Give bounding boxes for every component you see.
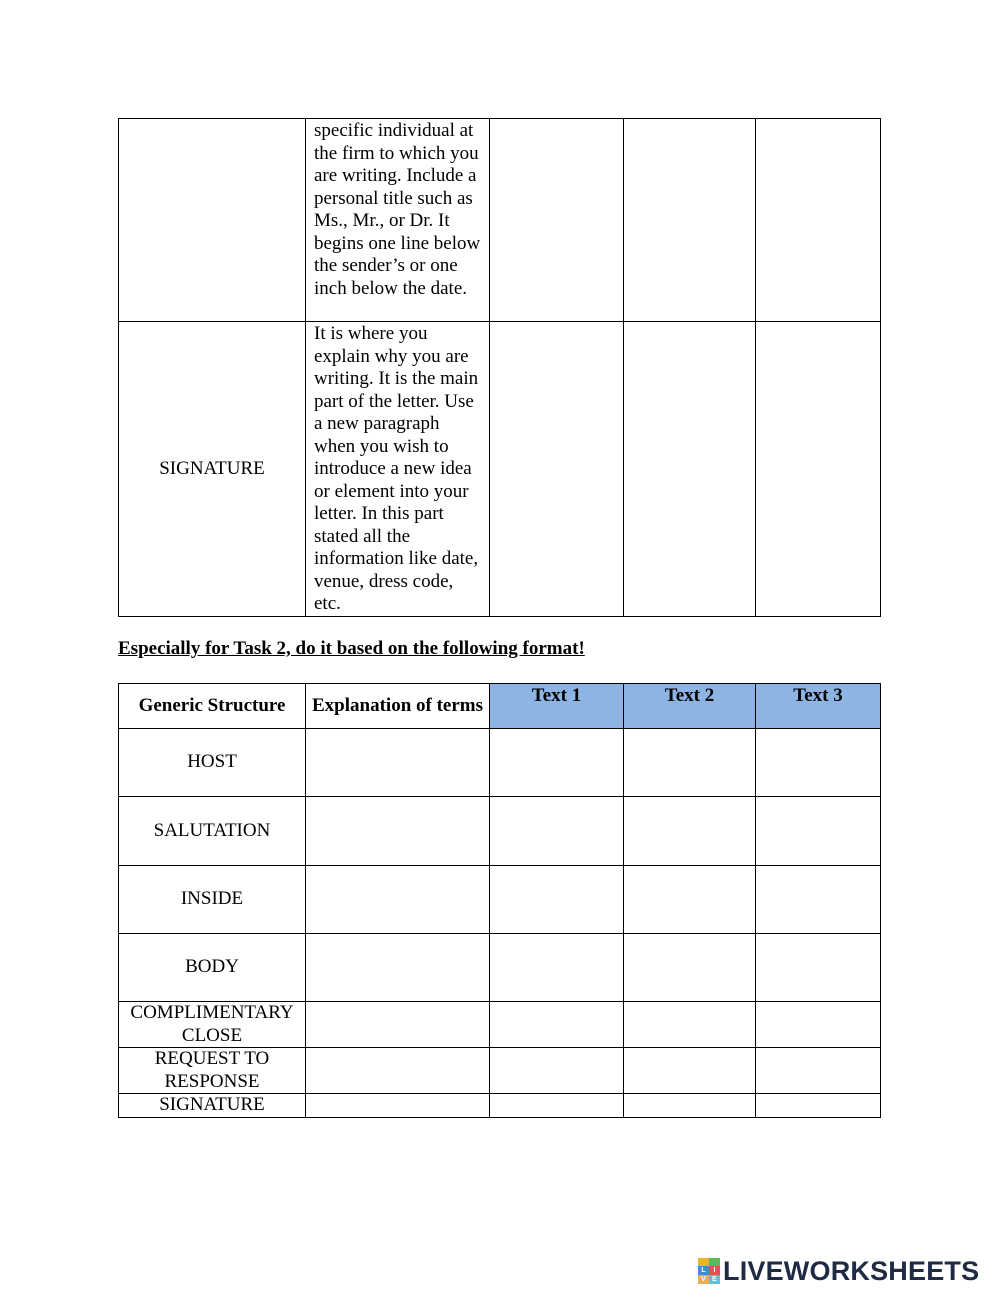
text1-answer-cell[interactable]	[490, 1094, 624, 1118]
table-row	[119, 1094, 881, 1118]
header-text-2: Text 2	[624, 684, 756, 729]
text3-answer-cell[interactable]	[756, 797, 881, 866]
explanation-answer-cell[interactable]	[306, 729, 490, 797]
task-heading: Especially for Task 2, do it based on the following format!	[118, 638, 585, 659]
text2-answer-cell[interactable]	[624, 934, 756, 1002]
format-table	[118, 683, 881, 1118]
text2-answer-cell[interactable]	[624, 1002, 756, 1048]
explanation-cell: specific individual at the firm to which you are writing. Include a personal title such as Ms., Mr., or Dr. It begins one line below the sender’s or one inch below the date.	[306, 119, 490, 322]
table-row	[119, 1002, 881, 1048]
text2-answer-cell[interactable]	[624, 322, 756, 617]
text1-answer-cell[interactable]	[490, 119, 624, 322]
structure-cell-complimentary-close: COMPLIMENTARY CLOSE	[119, 1002, 306, 1048]
liveworksheets-brand	[698, 1256, 979, 1286]
text2-answer-cell[interactable]	[624, 797, 756, 866]
brand-wordmark: LIVEWORKSHEETS	[723, 1255, 980, 1286]
text3-answer-cell[interactable]	[756, 729, 881, 797]
header-generic-structure: Generic Structure	[119, 684, 306, 729]
table-row	[119, 729, 881, 797]
logo-letter: L	[698, 1266, 709, 1275]
text3-answer-cell[interactable]	[756, 934, 881, 1002]
header-explanation: Explanation of terms	[306, 684, 490, 729]
text3-answer-cell[interactable]	[756, 1002, 881, 1048]
text2-answer-cell[interactable]	[624, 866, 756, 934]
logo-block	[709, 1258, 720, 1266]
structure-cell-salutation: SALUTATION	[119, 797, 306, 866]
text1-answer-cell[interactable]	[490, 1002, 624, 1048]
text1-answer-cell[interactable]	[490, 729, 624, 797]
table-row	[119, 934, 881, 1002]
structure-cell	[119, 119, 306, 322]
explanation-cell: It is where you explain why you are writing. It is the main part of the letter. Use a new paragraph when you wish to introduce a new idea or element into your letter. In this part stated all the information like date, venue, dress code, etc.	[306, 322, 490, 617]
text2-answer-cell[interactable]	[624, 1048, 756, 1094]
text1-answer-cell[interactable]	[490, 322, 624, 617]
explanation-answer-cell[interactable]	[306, 1048, 490, 1094]
text1-answer-cell[interactable]	[490, 1048, 624, 1094]
header-text-3: Text 3	[756, 684, 881, 729]
structure-cell-signature: SIGNATURE	[119, 1094, 306, 1118]
explanation-answer-cell[interactable]	[306, 934, 490, 1002]
structure-cell-inside: INSIDE	[119, 866, 306, 934]
text2-answer-cell[interactable]	[624, 119, 756, 322]
header-row	[119, 684, 881, 729]
structure-cell-request-to-response: REQUEST TO RESPONSE	[119, 1048, 306, 1094]
text1-answer-cell[interactable]	[490, 797, 624, 866]
explanation-answer-cell[interactable]	[306, 797, 490, 866]
text3-answer-cell[interactable]	[756, 322, 881, 617]
logo-block	[698, 1258, 709, 1266]
structure-cell-host: HOST	[119, 729, 306, 797]
text3-answer-cell[interactable]	[756, 1094, 881, 1118]
table-row	[119, 119, 881, 322]
explanation-answer-cell[interactable]	[306, 1094, 490, 1118]
liveworksheets-logo-icon	[698, 1258, 720, 1284]
text1-answer-cell[interactable]	[490, 934, 624, 1002]
top-table	[118, 118, 881, 617]
logo-letter: I	[709, 1266, 720, 1275]
text3-answer-cell[interactable]	[756, 866, 881, 934]
table-row	[119, 797, 881, 866]
table-row	[119, 866, 881, 934]
logo-letter: V	[698, 1275, 709, 1284]
structure-cell: SIGNATURE	[119, 322, 306, 617]
explanation-answer-cell[interactable]	[306, 1002, 490, 1048]
explanation-answer-cell[interactable]	[306, 866, 490, 934]
text1-answer-cell[interactable]	[490, 866, 624, 934]
header-text-1: Text 1	[490, 684, 624, 729]
logo-letter: E	[709, 1275, 720, 1284]
table-row	[119, 322, 881, 617]
structure-cell-body: BODY	[119, 934, 306, 1002]
text3-answer-cell[interactable]	[756, 1048, 881, 1094]
table-row	[119, 1048, 881, 1094]
text2-answer-cell[interactable]	[624, 729, 756, 797]
text2-answer-cell[interactable]	[624, 1094, 756, 1118]
text3-answer-cell[interactable]	[756, 119, 881, 322]
